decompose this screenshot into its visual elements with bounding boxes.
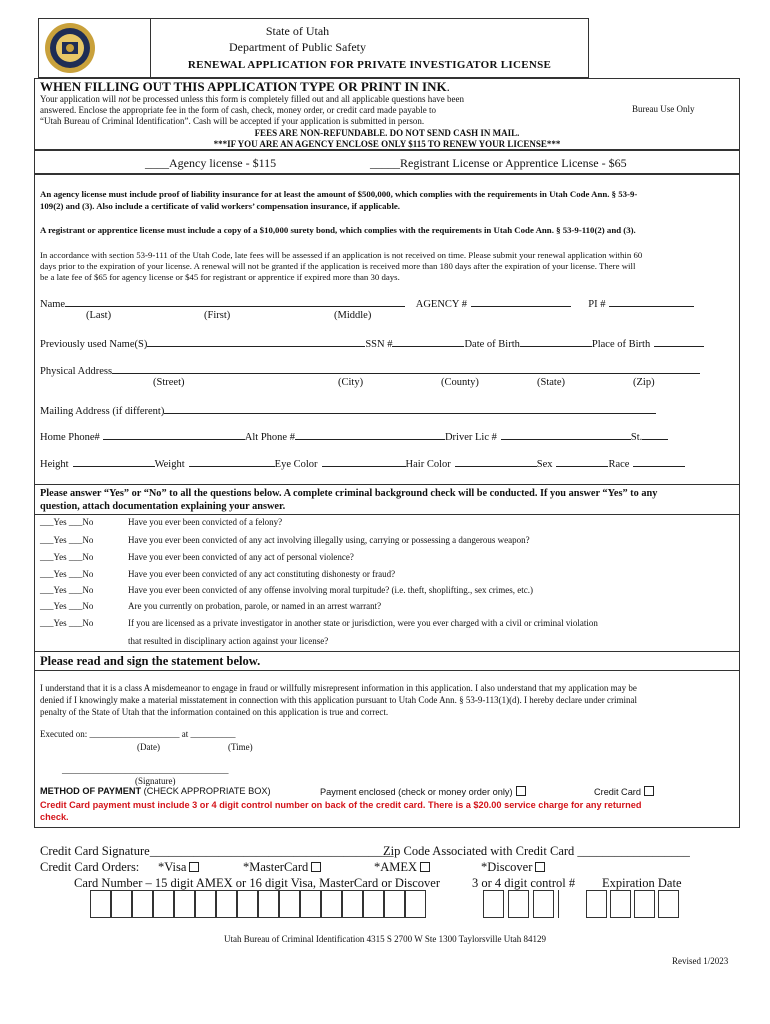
eye-color-input[interactable] — [322, 457, 406, 467]
card-number-digit[interactable] — [195, 890, 216, 918]
expiration-digit[interactable] — [634, 890, 655, 918]
statement-heading: Please read and sign the statement below. — [40, 654, 261, 668]
credit-card-note: Credit Card payment must include 3 or 4 digit control number on back of the credit card. There is a $20.00 service charge for any returned check. — [40, 800, 642, 822]
driver-license-state-input[interactable] — [642, 430, 668, 440]
control-digit[interactable] — [483, 890, 504, 918]
description-row: Height Weight Eye Color Hair Color Sex Race — [40, 457, 685, 470]
label-street: (Street) — [153, 377, 185, 388]
revised-date: Revised 1/2023 — [672, 956, 729, 966]
answer-yes[interactable]: ___Yes — [40, 601, 67, 611]
card-number-label: Card Number – 15 digit AMEX or 16 digit Visa, MasterCard or Discover — [74, 876, 440, 890]
card-number-digit[interactable] — [405, 890, 426, 918]
driver-license-input[interactable] — [501, 430, 631, 440]
fees-warning: FEES ARE NON-REFUNDABLE. DO NOT SEND CASH IN MAIL. — [254, 128, 520, 138]
pob-input[interactable] — [654, 337, 704, 347]
label-city: (City) — [338, 377, 364, 388]
card-number-digit[interactable] — [300, 890, 321, 918]
alt-phone-input[interactable] — [295, 430, 445, 440]
name-input[interactable] — [65, 297, 405, 307]
label-date: (Date) — [137, 742, 160, 752]
question-probation: ___Yes ___No Are you currently on probation, parole, or named in an arrest warrant? — [40, 601, 382, 611]
height-input[interactable] — [73, 457, 155, 467]
previous-names-row: Previously used Name(S) SSN # Date of Birth Place of Birth — [40, 337, 704, 350]
registrant-license-option[interactable]: _____Registrant License or Apprentice License - $65 — [370, 156, 627, 170]
sex-input[interactable] — [556, 457, 608, 467]
dps-seal — [44, 22, 96, 74]
visa-checkbox[interactable] — [189, 862, 199, 872]
question-weapon: ___Yes ___No Have you ever been convicted of any act involving illegally using, carrying or possessing a dangerous weapon? — [40, 535, 530, 545]
race-input[interactable] — [633, 457, 685, 467]
answer-no[interactable]: ___No — [68, 517, 94, 527]
mastercard-checkbox[interactable] — [311, 862, 321, 872]
signature-line[interactable]: _____________________________________ — [62, 765, 229, 775]
cc-orders-label: Credit Card Orders: — [40, 860, 140, 874]
previous-names-input[interactable] — [147, 337, 365, 347]
statement-text: I understand that it is a class A misdemeanor to engage in fraud or willfully misrepresent information in this application. I also understand that my application may be denied if I knowingly make a material misstatement in connection with this application pursuant to Utah Code Ann. § 53-9-113(1)(d). I hereby declare under criminal penalty of the State of Utah that the information contained on this application is true and correct. — [40, 683, 637, 717]
agency-enclose-note: ***IF YOU ARE AN AGENCY ENCLOSE ONLY $115 TO RENEW YOUR LICENSE*** — [213, 139, 561, 149]
questions-top-divider — [34, 484, 740, 485]
home-phone-input[interactable] — [103, 430, 245, 440]
answer-no[interactable]: ___No — [68, 535, 94, 545]
answer-yes[interactable]: ___Yes — [40, 618, 67, 628]
card-number-digit[interactable] — [384, 890, 405, 918]
label-state: (State) — [537, 377, 565, 388]
mailing-address-input[interactable] — [164, 404, 656, 414]
question-other-jurisdiction: ___Yes ___No If you are licensed as a private investigator in another state or jurisdiction, were you ever charged with a civil or criminal violation — [40, 618, 598, 628]
answer-no[interactable]: ___No — [68, 585, 94, 595]
agency-number-input[interactable] — [471, 297, 571, 307]
answer-yes[interactable]: ___Yes — [40, 569, 67, 579]
label-time: (Time) — [228, 742, 253, 752]
card-number-digit[interactable] — [237, 890, 258, 918]
card-number-digit[interactable] — [153, 890, 174, 918]
question-moral-turpitude: ___Yes ___No Have you ever been convicted of any offense involving moral turpitude? (i.e. theft, shoplifting., sex crimes, etc.) — [40, 585, 533, 595]
control-digit[interactable] — [533, 890, 554, 918]
header-dept: Department of Public Safety — [229, 40, 366, 54]
name-row: Name AGENCY # PI # — [40, 297, 694, 310]
credit-card-option[interactable]: Credit Card — [594, 786, 654, 797]
card-number-digit[interactable] — [363, 890, 384, 918]
executed-on-field[interactable]: Executed on: ____________________ at __________ — [40, 729, 236, 739]
question-fraud: ___Yes ___No Have you ever been convicted of any act constituting dishonesty or fraud? — [40, 569, 396, 579]
card-number-digit[interactable] — [174, 890, 195, 918]
payment-enclosed-checkbox[interactable] — [516, 786, 526, 796]
answer-no[interactable]: ___No — [68, 552, 94, 562]
registrant-requirement: A registrant or apprentice license must include a copy of a $10,000 surety bond, which complies with the requirements in Utah Code Ann. § 53-9-110(2) and (3). — [40, 225, 636, 235]
cc-zip-field[interactable]: Zip Code Associated with Credit Card __________________ — [383, 844, 690, 858]
control-number-label: 3 or 4 digit control # — [472, 876, 576, 890]
label-first: (First) — [204, 310, 231, 321]
label-zip: (Zip) — [633, 377, 655, 388]
control-digit[interactable] — [508, 890, 529, 918]
answer-no[interactable]: ___No — [68, 601, 94, 611]
payment-enclosed-option[interactable]: Payment enclosed (check or money order only) — [320, 786, 526, 797]
instructions-heading: WHEN FILLING OUT THIS APPLICATION TYPE OR PRINT IN INK. — [40, 79, 450, 94]
discover-option[interactable]: *Discover — [481, 860, 545, 875]
expiration-label: Expiration Date — [602, 876, 682, 890]
header-state: State of Utah — [265, 24, 330, 38]
expiration-digit[interactable] — [586, 890, 607, 918]
questions-intro-divider — [34, 514, 740, 515]
mailing-address-row: Mailing Address (if different) — [40, 404, 656, 417]
physical-address-row: Physical Address — [40, 364, 700, 377]
answer-yes[interactable]: ___Yes — [40, 535, 67, 545]
instructions-text: Your application will not be processed unless this form is completely filled out and all applicable questions have been answered. Enclose the appropriate fee in the form of cash, check, money order, or credit card made payable to “Utah Bureau of Criminal Identification”. Cash will be accepted if your application is submitted in person. — [40, 94, 465, 126]
label-signature: (Signature) — [135, 776, 176, 786]
physical-address-input[interactable] — [112, 364, 700, 374]
agency-license-option[interactable]: ____Agency license - $115 — [145, 156, 277, 170]
card-number-digit[interactable] — [111, 890, 132, 918]
weight-input[interactable] — [189, 457, 275, 467]
bureau-use-only: Bureau Use Only — [632, 104, 695, 114]
footer-address: Utah Bureau of Criminal Identification 4315 S 2700 W Ste 1300 Taylorsville Utah 84129 — [223, 934, 547, 944]
dob-input[interactable] — [520, 337, 592, 347]
statement-heading-divider — [34, 670, 740, 671]
pi-number-input[interactable] — [609, 297, 694, 307]
card-number-digit[interactable] — [321, 890, 342, 918]
answer-no[interactable]: ___No — [68, 618, 94, 628]
label-last: (Last) — [86, 310, 112, 321]
discover-checkbox[interactable] — [535, 862, 545, 872]
card-number-digit[interactable] — [216, 890, 237, 918]
form-title: RENEWAL APPLICATION FOR PRIVATE INVESTIGATOR LICENSE — [187, 59, 552, 71]
visa-option[interactable]: *Visa — [158, 860, 199, 875]
card-number-digit[interactable] — [90, 890, 111, 918]
answer-yes[interactable]: ___Yes — [40, 585, 67, 595]
questions-intro: Please answer “Yes” or “No” to all the questions below. A complete criminal background check will be conducted. If you answer “Yes” to any question, attach documentation explaining your answer. — [40, 488, 658, 512]
label-middle: (Middle) — [334, 310, 372, 321]
label-county: (County) — [441, 377, 479, 388]
late-fee-text: In accordance with section 53-9-111 of the Utah Code, late fees will be assessed if an application is not received on time. Please submit your renewal application within 60 days prior to the expiration of your license. A renewal will not be granted if the application is received more than 180 days after the expiration of your license. There will be a late fee of $65 for agency license or $45 for registrant or apprentice if expired more than 30 days. — [40, 250, 643, 282]
question-felony: ___Yes ___No Have you ever been convicted of a felony? — [40, 517, 283, 527]
question-other-jurisdiction-cont: that resulted in disciplinary action against your license? — [128, 636, 329, 646]
answer-yes[interactable]: ___Yes — [40, 552, 67, 562]
phone-row: Home Phone# Alt Phone # Driver Lic # St. — [40, 430, 668, 443]
credit-card-checkbox[interactable] — [644, 786, 654, 796]
amex-checkbox[interactable] — [420, 862, 430, 872]
card-number-digit[interactable] — [258, 890, 279, 918]
agency-requirement: An agency license must include proof of liability insurance for at least the amount of $500,000, which complies with the requirements in Utah Code Ann. § 53-9- 109(2) and (3). Also include a certificate of valid workers’ compensation insurance, if applicable. — [40, 189, 638, 211]
amex-option[interactable]: *AMEX — [374, 860, 430, 875]
card-number-digit[interactable] — [132, 890, 153, 918]
hair-color-input[interactable] — [455, 457, 537, 467]
answer-yes[interactable]: ___Yes — [40, 517, 67, 527]
expiration-digit[interactable] — [610, 890, 631, 918]
control-digit[interactable] — [558, 890, 559, 918]
card-number-digit[interactable] — [279, 890, 300, 918]
ssn-input[interactable] — [392, 337, 464, 347]
mastercard-option[interactable]: *MasterCard — [243, 860, 321, 875]
expiration-digit[interactable] — [658, 890, 679, 918]
payment-method-row: METHOD OF PAYMENT (CHECK APPROPRIATE BOX) — [40, 786, 271, 796]
question-violence: ___Yes ___No Have you ever been convicted of any act of personal violence? — [40, 552, 354, 562]
statement-top-divider — [34, 651, 740, 652]
answer-no[interactable]: ___No — [68, 569, 94, 579]
card-number-digit[interactable] — [342, 890, 363, 918]
cc-signature-field[interactable]: Credit Card Signature_______________________________________ — [40, 844, 394, 858]
